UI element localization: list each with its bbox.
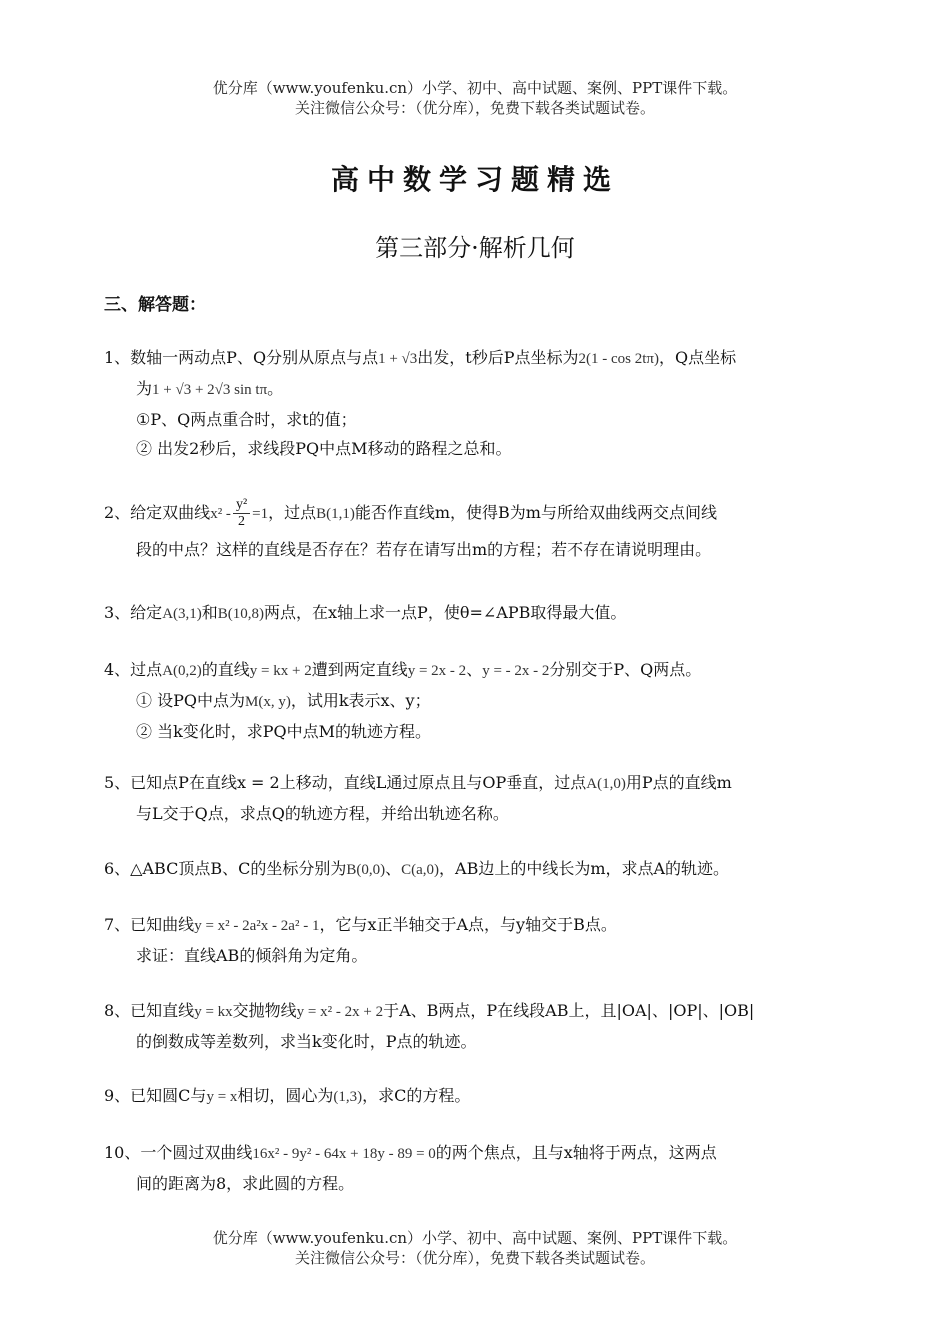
text: 能否作直线m，使得B为m与所给双曲线两交点间线: [354, 503, 717, 522]
text: ，过点: [268, 503, 317, 522]
text: 遭到两定直线: [311, 660, 408, 679]
question-2-line-1: [104, 492, 900, 535]
text: ，AB边上的中线长为m，求点A的轨迹。: [439, 859, 730, 878]
math: 1 + √3: [378, 351, 418, 367]
question-6-line-1: [104, 854, 900, 885]
question-3-line-1: [104, 598, 900, 629]
text: 8、已知直线: [104, 1001, 195, 1020]
fraction: [233, 497, 250, 530]
section-heading: 三、解答题：: [104, 295, 206, 315]
document-subtitle: 第三部分·解析几何: [375, 234, 575, 262]
math: 2(1 - cos 2tπ): [578, 351, 659, 367]
question-2-line-2: 段的中点？这样的直线是否存在？若存在请写出m的方程；若不存在请说明理由。: [136, 540, 712, 559]
header-line-1: 优分库（www.youfenku.cn）小学、初中、高中试题、案例、PPT课件下载。: [212, 79, 738, 97]
text: 10、一个圆过双曲线: [104, 1143, 253, 1162]
math: M(x, y): [244, 694, 291, 710]
text: 用P点的直线m: [625, 773, 732, 792]
math: y = x² - 2x + 2: [296, 1004, 384, 1020]
text: 、: [385, 859, 402, 878]
page-header: [0, 78, 950, 118]
math: y = kx: [194, 1004, 233, 1020]
text: 两点，在x轴上求一点P，使θ=∠APB取得最大值。: [264, 603, 627, 622]
text: 6、△ABC顶点B、C的坐标分别为: [104, 859, 347, 878]
question-1: [104, 343, 900, 463]
math: A(3,1): [162, 606, 202, 622]
question-10-line-2: 间的距离为8，求此圆的方程。: [136, 1174, 355, 1193]
math: B(1,1): [316, 506, 355, 522]
text: 出发，t秒后P点坐标为: [417, 348, 579, 367]
math: 16x² - 9y² - 64x + 18y - 89 = 0: [252, 1146, 436, 1162]
text: ，Q点坐标: [658, 348, 737, 367]
question-7: [104, 910, 900, 970]
question-4-sub-1: [104, 686, 900, 717]
question-10: [104, 1138, 900, 1198]
math: y = x: [206, 1089, 238, 1105]
text: 3、给定: [104, 603, 163, 622]
question-1-sub-2: ② 出发2秒后，求线段PQ中点M移动的路程之总和。: [136, 439, 512, 458]
question-1-sub-1: ①P、Q两点重合时，求t的值；: [136, 410, 357, 429]
text: 7、已知曲线: [104, 915, 195, 934]
math: x² -: [210, 506, 231, 522]
text: 为: [136, 379, 153, 398]
text: 、: [466, 660, 483, 679]
fraction-numerator: y²: [233, 497, 250, 514]
footer-line-1: 优分库（www.youfenku.cn）小学、初中、高中试题、案例、PPT课件下载。: [212, 1229, 738, 1247]
text: 的两个焦点，且与x轴将于两点，这两点: [435, 1143, 717, 1162]
text: 和: [201, 603, 218, 622]
math: y = - 2x - 2: [482, 663, 550, 679]
question-4-sub-2: ② 当k变化时，求PQ中点M的轨迹方程。: [136, 722, 432, 741]
math: B(10,8): [217, 606, 265, 622]
question-7-line-1: [104, 910, 900, 941]
math: B(0,0): [346, 862, 386, 878]
text: 9、已知圆C与: [104, 1086, 207, 1105]
document-title: 高中数学习题精选: [330, 163, 619, 196]
question-1-line-2: [104, 374, 900, 405]
text: ① 设PQ中点为: [136, 691, 245, 710]
question-5-line-1: [104, 768, 900, 799]
question-1-line-1: [104, 343, 900, 374]
text: 。: [267, 379, 284, 398]
text: 分别交于P、Q两点。: [549, 660, 702, 679]
math: 1 + √3 + 2√3 sin tπ: [152, 382, 268, 398]
question-5: [104, 768, 900, 828]
text: 5、已知点P在直线x = 2上移动，直线L通过原点且与OP垂直，过点: [104, 773, 587, 792]
question-8-line-1: [104, 996, 900, 1027]
question-5-line-2: 与L交于Q点，求点Q的轨迹方程，并给出轨迹名称。: [136, 804, 509, 823]
text: 2、给定双曲线: [104, 503, 211, 522]
page-footer: [0, 1228, 950, 1268]
question-9: [104, 1081, 900, 1112]
math: y = kx + 2: [249, 663, 312, 679]
question-8-line-2: 的倒数成等差数列，求当k变化时，P点的轨迹。: [136, 1032, 477, 1051]
header-line-2: 关注微信公众号：（优分库），免费下载各类试题试卷。: [294, 99, 655, 117]
math: y = x² - 2a²x - 2a² - 1: [194, 918, 320, 934]
question-3: [104, 598, 900, 629]
text: ，试用k表示x、y；: [290, 691, 431, 710]
question-9-line-1: [104, 1081, 900, 1112]
math: =1: [252, 506, 269, 522]
text: 1、数轴一两动点P、Q分别从原点与点: [104, 348, 379, 367]
text: ，求C的方程。: [362, 1086, 471, 1105]
math: A(1,0): [586, 776, 626, 792]
text: 4、过点: [104, 660, 163, 679]
math: y = 2x - 2: [407, 663, 467, 679]
question-8: [104, 996, 900, 1056]
question-2: [104, 492, 900, 564]
math: C(a,0): [401, 862, 440, 878]
fraction-denominator: 2: [238, 514, 246, 529]
question-4-line-1: [104, 655, 900, 686]
text: 相切，圆心为: [237, 1086, 334, 1105]
question-10-line-1: [104, 1138, 900, 1169]
text: 的直线: [201, 660, 250, 679]
question-6: [104, 854, 900, 885]
footer-line-2: 关注微信公众号：（优分库），免费下载各类试题试卷。: [294, 1249, 655, 1267]
text: ，它与x正半轴交于A点，与y轴交于B点。: [319, 915, 617, 934]
question-7-line-2: 求证：直线AB的倾斜角为定角。: [136, 946, 368, 965]
math: A(0,2): [162, 663, 202, 679]
text: 交抛物线: [232, 1001, 297, 1020]
text: 于A、B两点，P在线段AB上，且|OA|、|OP|、|OB|: [383, 1001, 755, 1020]
question-4: [104, 655, 900, 746]
math: (1,3): [333, 1089, 363, 1105]
